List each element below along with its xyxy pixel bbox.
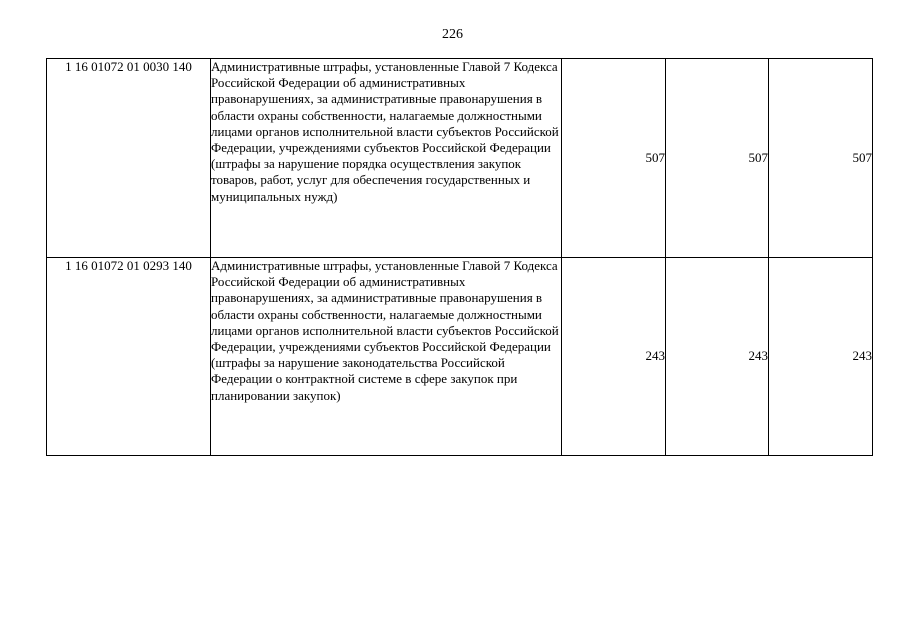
- row-description: Административные штрафы, установленные Главой 7 Кодекса Российской Федерации об административных правонарушениях, за административные правонарушения в области охраны собственности, налагаемые должностными лицами органов исполнительной власти субъектов Российской Федерации, учреждениями субъектов Российской Федерации (штрафы за нарушение порядка осуществления закупок товаров, работ, услуг для обеспечения государственных и муниципальных нужд): [211, 59, 562, 258]
- classification-code: 1 16 01072 01 0293 140: [47, 258, 211, 456]
- budget-table: [46, 58, 873, 456]
- amount-col-3: 507: [769, 59, 873, 258]
- page-number: 226: [442, 27, 463, 42]
- amount-col-3: 243: [769, 258, 873, 456]
- amount-col-2: 243: [666, 258, 769, 456]
- amount-col-1: 507: [562, 59, 666, 258]
- table-row: [47, 59, 873, 258]
- amount-col-1: 243: [562, 258, 666, 456]
- row-description: Административные штрафы, установленные Главой 7 Кодекса Российской Федерации об административных правонарушениях, за административные правонарушения в области охраны собственности, налагаемые должностными лицами органов исполнительной власти субъектов Российской Федерации, учреждениями субъектов Российской Федерации (штрафы за нарушение законодательства Российской Федерации о контрактной системе в сфере закупок при планировании закупок): [211, 258, 562, 456]
- table-row: [47, 258, 873, 456]
- classification-code: 1 16 01072 01 0030 140: [47, 59, 211, 258]
- amount-col-2: 507: [666, 59, 769, 258]
